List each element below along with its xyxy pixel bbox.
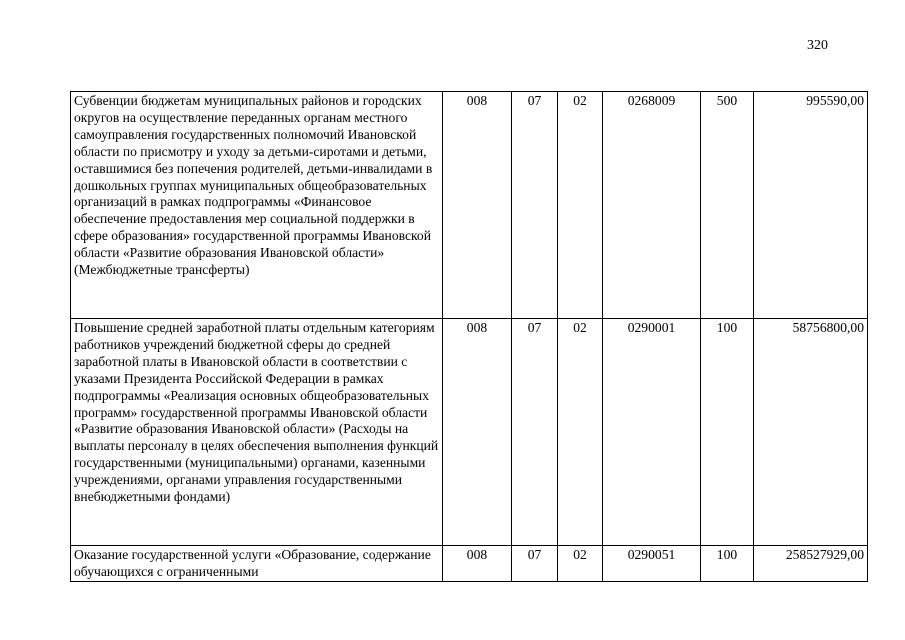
amount-cell: 258527929,00 [754,546,868,582]
subsection-code-cell: 02 [558,319,603,546]
expense-type-cell: 500 [701,92,754,319]
section-code-cell: 07 [512,546,558,582]
ministry-code-cell: 008 [443,546,512,582]
subsection-code-cell: 02 [558,546,603,582]
table-row [71,92,868,319]
table-row [71,319,868,546]
target-code-cell: 0290001 [603,319,701,546]
amount-cell: 995590,00 [754,92,868,319]
ministry-code-cell: 008 [443,319,512,546]
expense-type-cell: 100 [701,546,754,582]
ministry-code-cell: 008 [443,92,512,319]
table-row [71,546,868,582]
expense-type-cell: 100 [701,319,754,546]
row-name-cell: Повышение средней заработной платы отдельным категориям работников учреждений бюджетной сферы до средней заработной платы в Ивановской области в соответствии с указами Президента Российской Федерации в рамках подпрограммы «Реализация основных общеобразовательных программ» государственной программы Ивановской области «Развитие образования Ивановской области» (Расходы на выплаты персоналу в целях обеспечения выполнения функций государственными (муниципальными) органами, казенными учреждениями, органами управления государственными внебюджетными фондами) [71,319,443,546]
target-code-cell: 0268009 [603,92,701,319]
section-code-cell: 07 [512,92,558,319]
budget-table [70,91,868,582]
page-number: 320 [807,38,828,53]
subsection-code-cell: 02 [558,92,603,319]
target-code-cell: 0290051 [603,546,701,582]
row-name-cell: Оказание государственной услуги «Образование, содержание обучающихся с ограниченными [71,546,443,582]
amount-cell: 58756800,00 [754,319,868,546]
section-code-cell: 07 [512,319,558,546]
row-name-cell: Субвенции бюджетам муниципальных районов и городских округов на осуществление переданных органам местного самоуправления государственных полномочий Ивановской области по присмотру и уходу за детьми-сиротами и детьми, оставшимися без попечения родителей, детьми-инвалидами в дошкольных группах муниципальных общеобразовательных организаций в рамках подпрограммы «Финансовое обеспечение предоставления мер социальной поддержки в сфере образования» государственной программы Ивановской области «Развитие образования Ивановской области» (Межбюджетные трансферты) [71,92,443,319]
